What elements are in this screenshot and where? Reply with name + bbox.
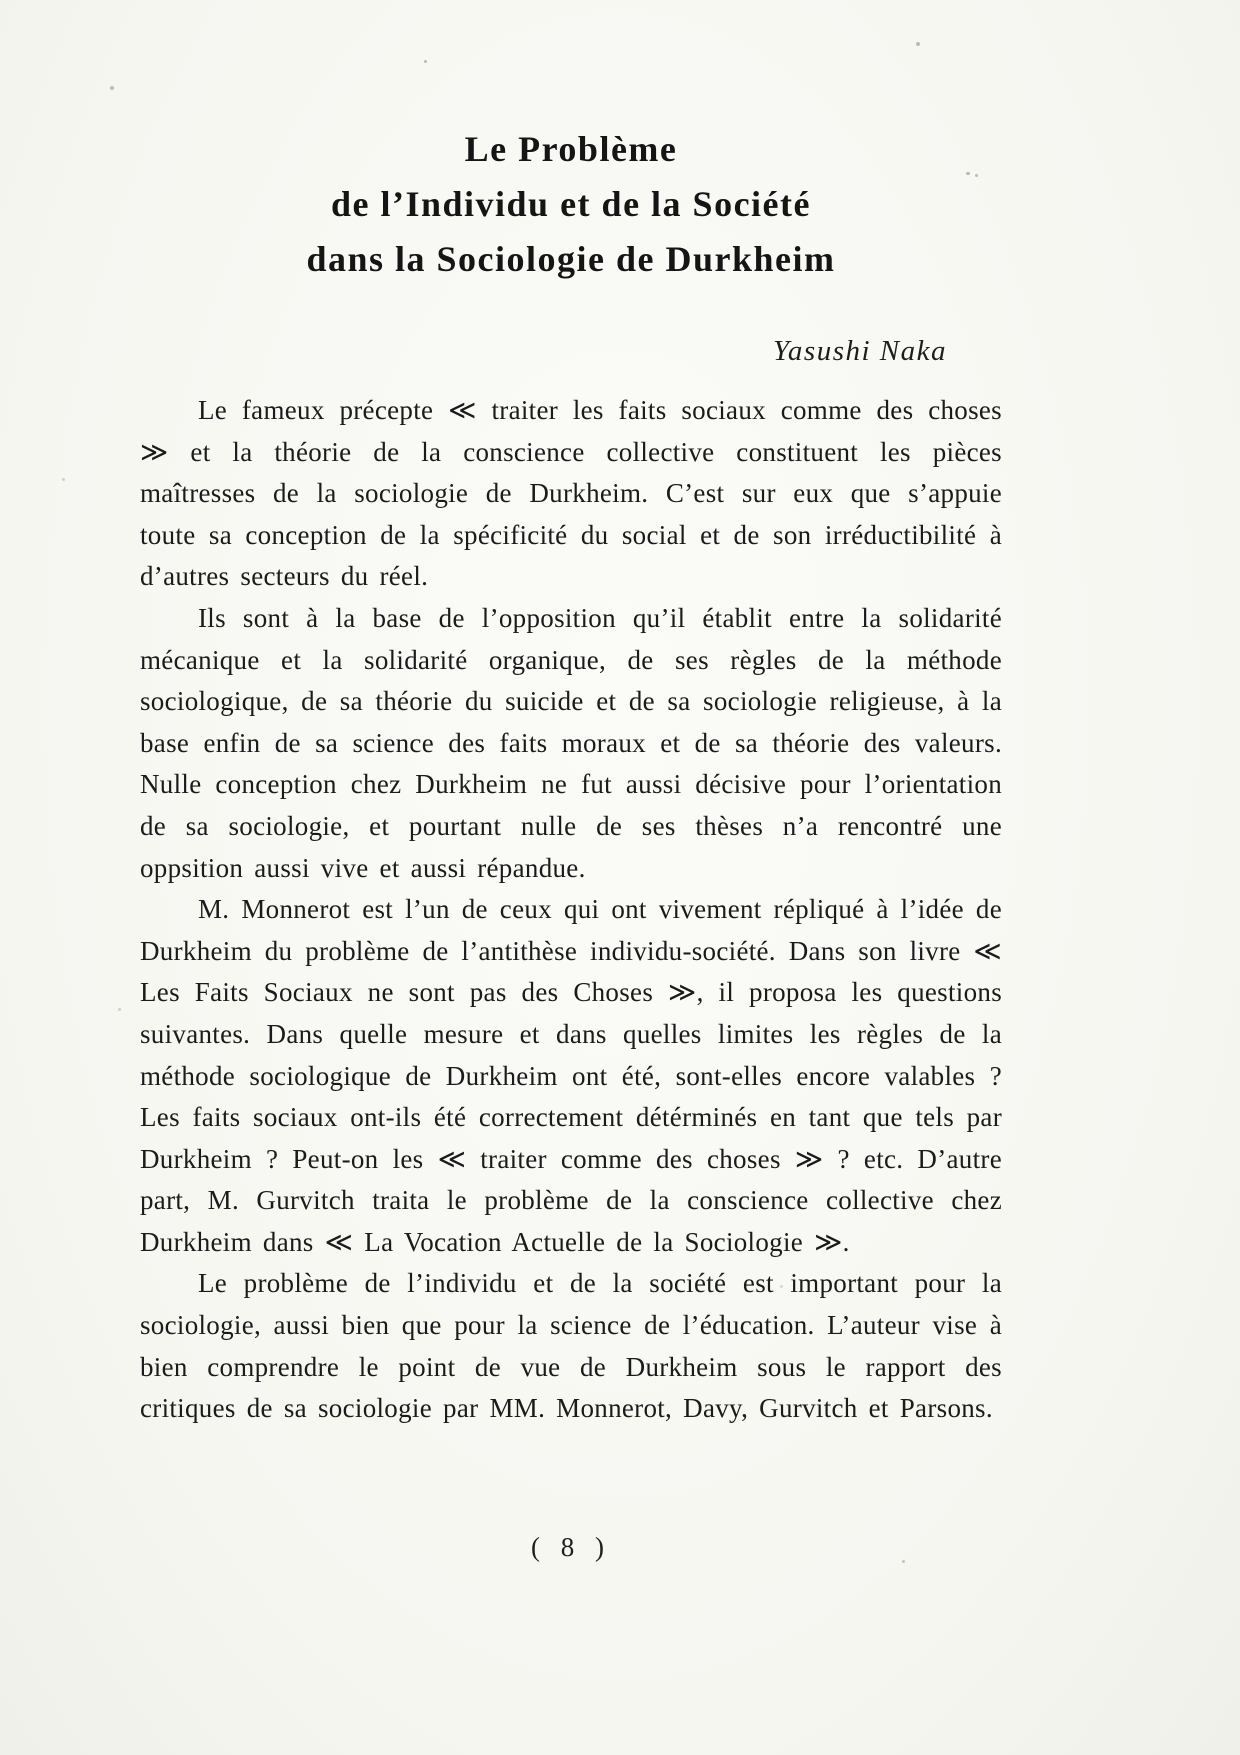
paragraph-1: Le fameux précepte ≪ traiter les faits sociaux comme des choses ≫ et la théorie de la conscience collective constituent les pièces maîtresses de la sociologie de Durkheim. C’est sur eux que s’appuie toute sa conception de la spécificité du social et de son irréductibilité à d’autres secteurs du réel. <box>140 395 1002 592</box>
page-number: ( 8 ) <box>531 1532 611 1562</box>
title-line-1: Le Problème <box>464 129 678 169</box>
paragraph-4: Le problème de l’individu et de la société est important pour la sociologie, aussi bien que pour la science de l’éducation. L’auteur vise à bien comprendre le point de vue de Durkheim sous le rapport des critiques de sa sociologie par MM. Monnerot, Davy, Gurvitch et Parsons. <box>140 1268 1002 1424</box>
title-line-3: dans la Sociologie de Durkheim <box>306 239 836 279</box>
paragraph-2: Ils sont à la base de l’opposition qu’il établit entre la solidarité mécanique et la solidarité organique, de ses règles de la méthode sociologique, de sa théorie du suicide et de sa sociologie religieuse, à la base enfin de sa science des faits moraux et de sa théorie des valeurs. Nulle conception chez Durkheim ne fut aussi décisive pour l’orientation de sa sociologie, et pourtant nulle de ses thèses n’a rencontré une oppsition aussi vive et aussi répandue. <box>140 602 1002 883</box>
scan-speck <box>118 1008 121 1011</box>
title-line-2: de l’Individu et de la Société <box>330 184 811 224</box>
article-body <box>140 390 1002 1430</box>
scan-speck <box>62 478 65 481</box>
paragraph-3: M. Monnerot est l’un de ceux qui ont vivement répliqué à l’idée de Durkheim du problème de l’antithèse individu-société. Dans son livre ≪ Les Faits Sociaux ne sont pas des Choses ≫, il proposa les questions suivantes. Dans quelle mesure et dans quelles limites les règles de la méthode sociologique de Durkheim ont été, sont-elles encore valables ? Les faits sociaux ont-ils été correctement détérminés en tant que tels par Durkheim ? Peut-on les ≪ traiter comme des choses ≫ ? etc. D’autre part, M. Gurvitch traita le problème de la conscience collective chez Durkheim dans ≪ La Vocation Actuelle de la Sociologie ≫. <box>140 894 1002 1257</box>
article-title <box>140 122 1002 287</box>
author-name: Yasushi Naka <box>772 335 947 367</box>
page-content <box>140 0 1002 1430</box>
scan-speck <box>110 86 114 90</box>
